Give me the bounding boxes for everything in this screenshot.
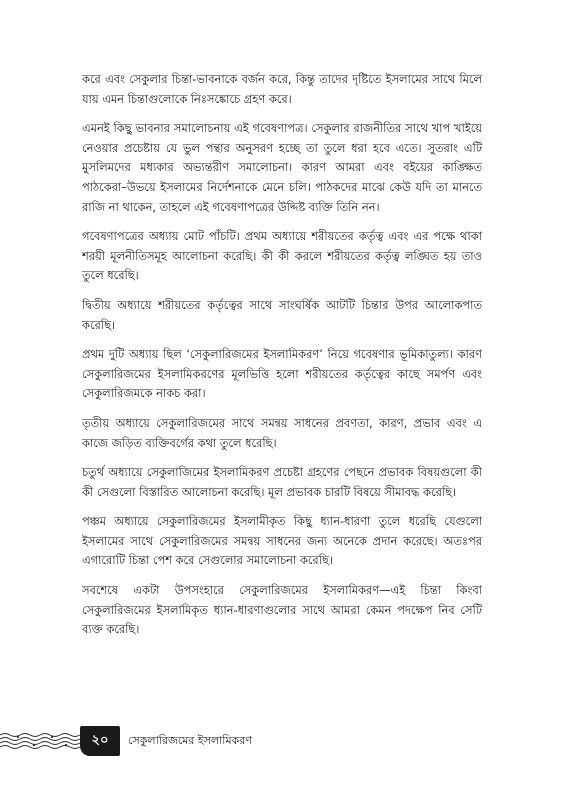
wave-ornament-icon bbox=[0, 730, 80, 752]
paragraph-6: তৃতীয় অধ্যায়ে সেকুলারিজমের সাথে সমন্বয় সাধনের প্রবণতা, কারণ, প্রভাব এবং এ কাজে জড়িত ব্যক্তিবর্গের কথা তুলে ধরেছি। bbox=[82, 415, 482, 450]
paragraph-2: এমনই কিছু ভাবনার সমালোচনায় এই গবেষণাপত্র। সেকুলার রাজনীতির সাথে খাপ খাইয়ে নেওয়ার প্রচেষ্টায় যে ভুল পন্থার অনুসরণ হচ্ছে তা তুলে ধরা হবে এতে। সুতরাং এটি মুসলিমদের মধ্যকার অভ্যন্তরীণ সমালোচনা। কারণ আমরা এবং বইয়ের কাঙ্ক্ষিত পাঠকেরা–উভয়ে ইসলামের নির্দেশনাকে মেনে চলি। পাঠকদের মাঝে কেউ যদি তা মানতে রাজি না থাকেন, তাহলে এই গবেষণাপত্রের উদ্দিষ্ট ব্যক্তি তিনি নন। bbox=[82, 121, 482, 214]
paragraph-4: দ্বিতীয় অধ্যায়ে শরীয়তের কর্তৃত্বের সাথে সাংঘর্ষিক আটটি চিন্তার উপর আলোকপাত করেছি। bbox=[82, 297, 482, 332]
paragraph-3: গবেষণাপত্রের অধ্যায় মোট পাঁচটি। প্রথম অধ্যায়ে শরীয়তের কর্তৃত্ব এবং এর পক্ষে থাকা শরয়ী মূলনীতিসমূহ আলোচনা করেছি। কী কী করলে শরীয়তের কর্তৃত্ব লঙ্ঘিত হয় তাও তুলে ধরেছি। bbox=[82, 229, 482, 283]
paragraph-1: করে এবং সেকুলার চিন্তা-ভাবনাকে বর্জন করে, কিন্তু তাদের দৃষ্টিতে ইসলামের সাথে মিলে যায় এমন চিন্তাগুলোকে নিঃসঙ্কোচে গ্রহণ করে। bbox=[82, 72, 482, 106]
paragraph-7: চতুর্থ অধ্যায়ে সেকুলাজিমের ইসলামিকরণ প্রচেষ্টা গ্রহণের পেছনে প্রভাবক বিষয়গুলো কী কী সেগুলো বিস্তারিত আলোচনা করেছি। মূল প্রভাবক চারটি বিষয়ে সীমাবদ্ধ করেছি। bbox=[82, 465, 482, 499]
paragraph-5: প্রথম দুটি অধ্যায় ছিল ‘সেকুলারিজমের ইসলামিকরণ’ নিয়ে গবেষণার ভূমিকাতুল্য। কারণ সেকুলারিজমের ইসলামিকরণের মূলভিত্তি হলো শরীয়তের কর্তৃত্বের কাছে সমর্পণ এবং সেকুলারিজমকে নাকচ করা। bbox=[82, 347, 482, 401]
running-title: সেকুলারিজমের ইসলামিকরণ bbox=[128, 734, 252, 747]
paragraph-8: পঞ্চম অধ্যায়ে সেকুলারিজমের ইসলামীকৃত কিছু ধ্যান-ধারণা তুলে ধরেছি যেগুলো ইসলামের সাথে সেকুলারিজমের সমন্বয় সাধনের জন্য অনেকে প্রদান করেছে। অতঃপর এগারোটি চিন্তা পেশ করে সেগুলোর সমালোচনা করেছি। bbox=[82, 514, 482, 568]
page-footer bbox=[0, 720, 561, 760]
paragraph-9: সবশেষে একটা উপসংহারে সেকুলারিজমের ইসলামিকরণ—এই চিন্তা কিংবা সেকুলারিজমের ইসলামিকৃত ধ্যান-ধারণাগুলোর সাথে আমরা কেমন পদক্ষেপ নিব সেটি ব্যক্ত করেছি। bbox=[82, 583, 482, 637]
body-text bbox=[82, 70, 482, 650]
page-number: ২০ bbox=[80, 726, 120, 756]
